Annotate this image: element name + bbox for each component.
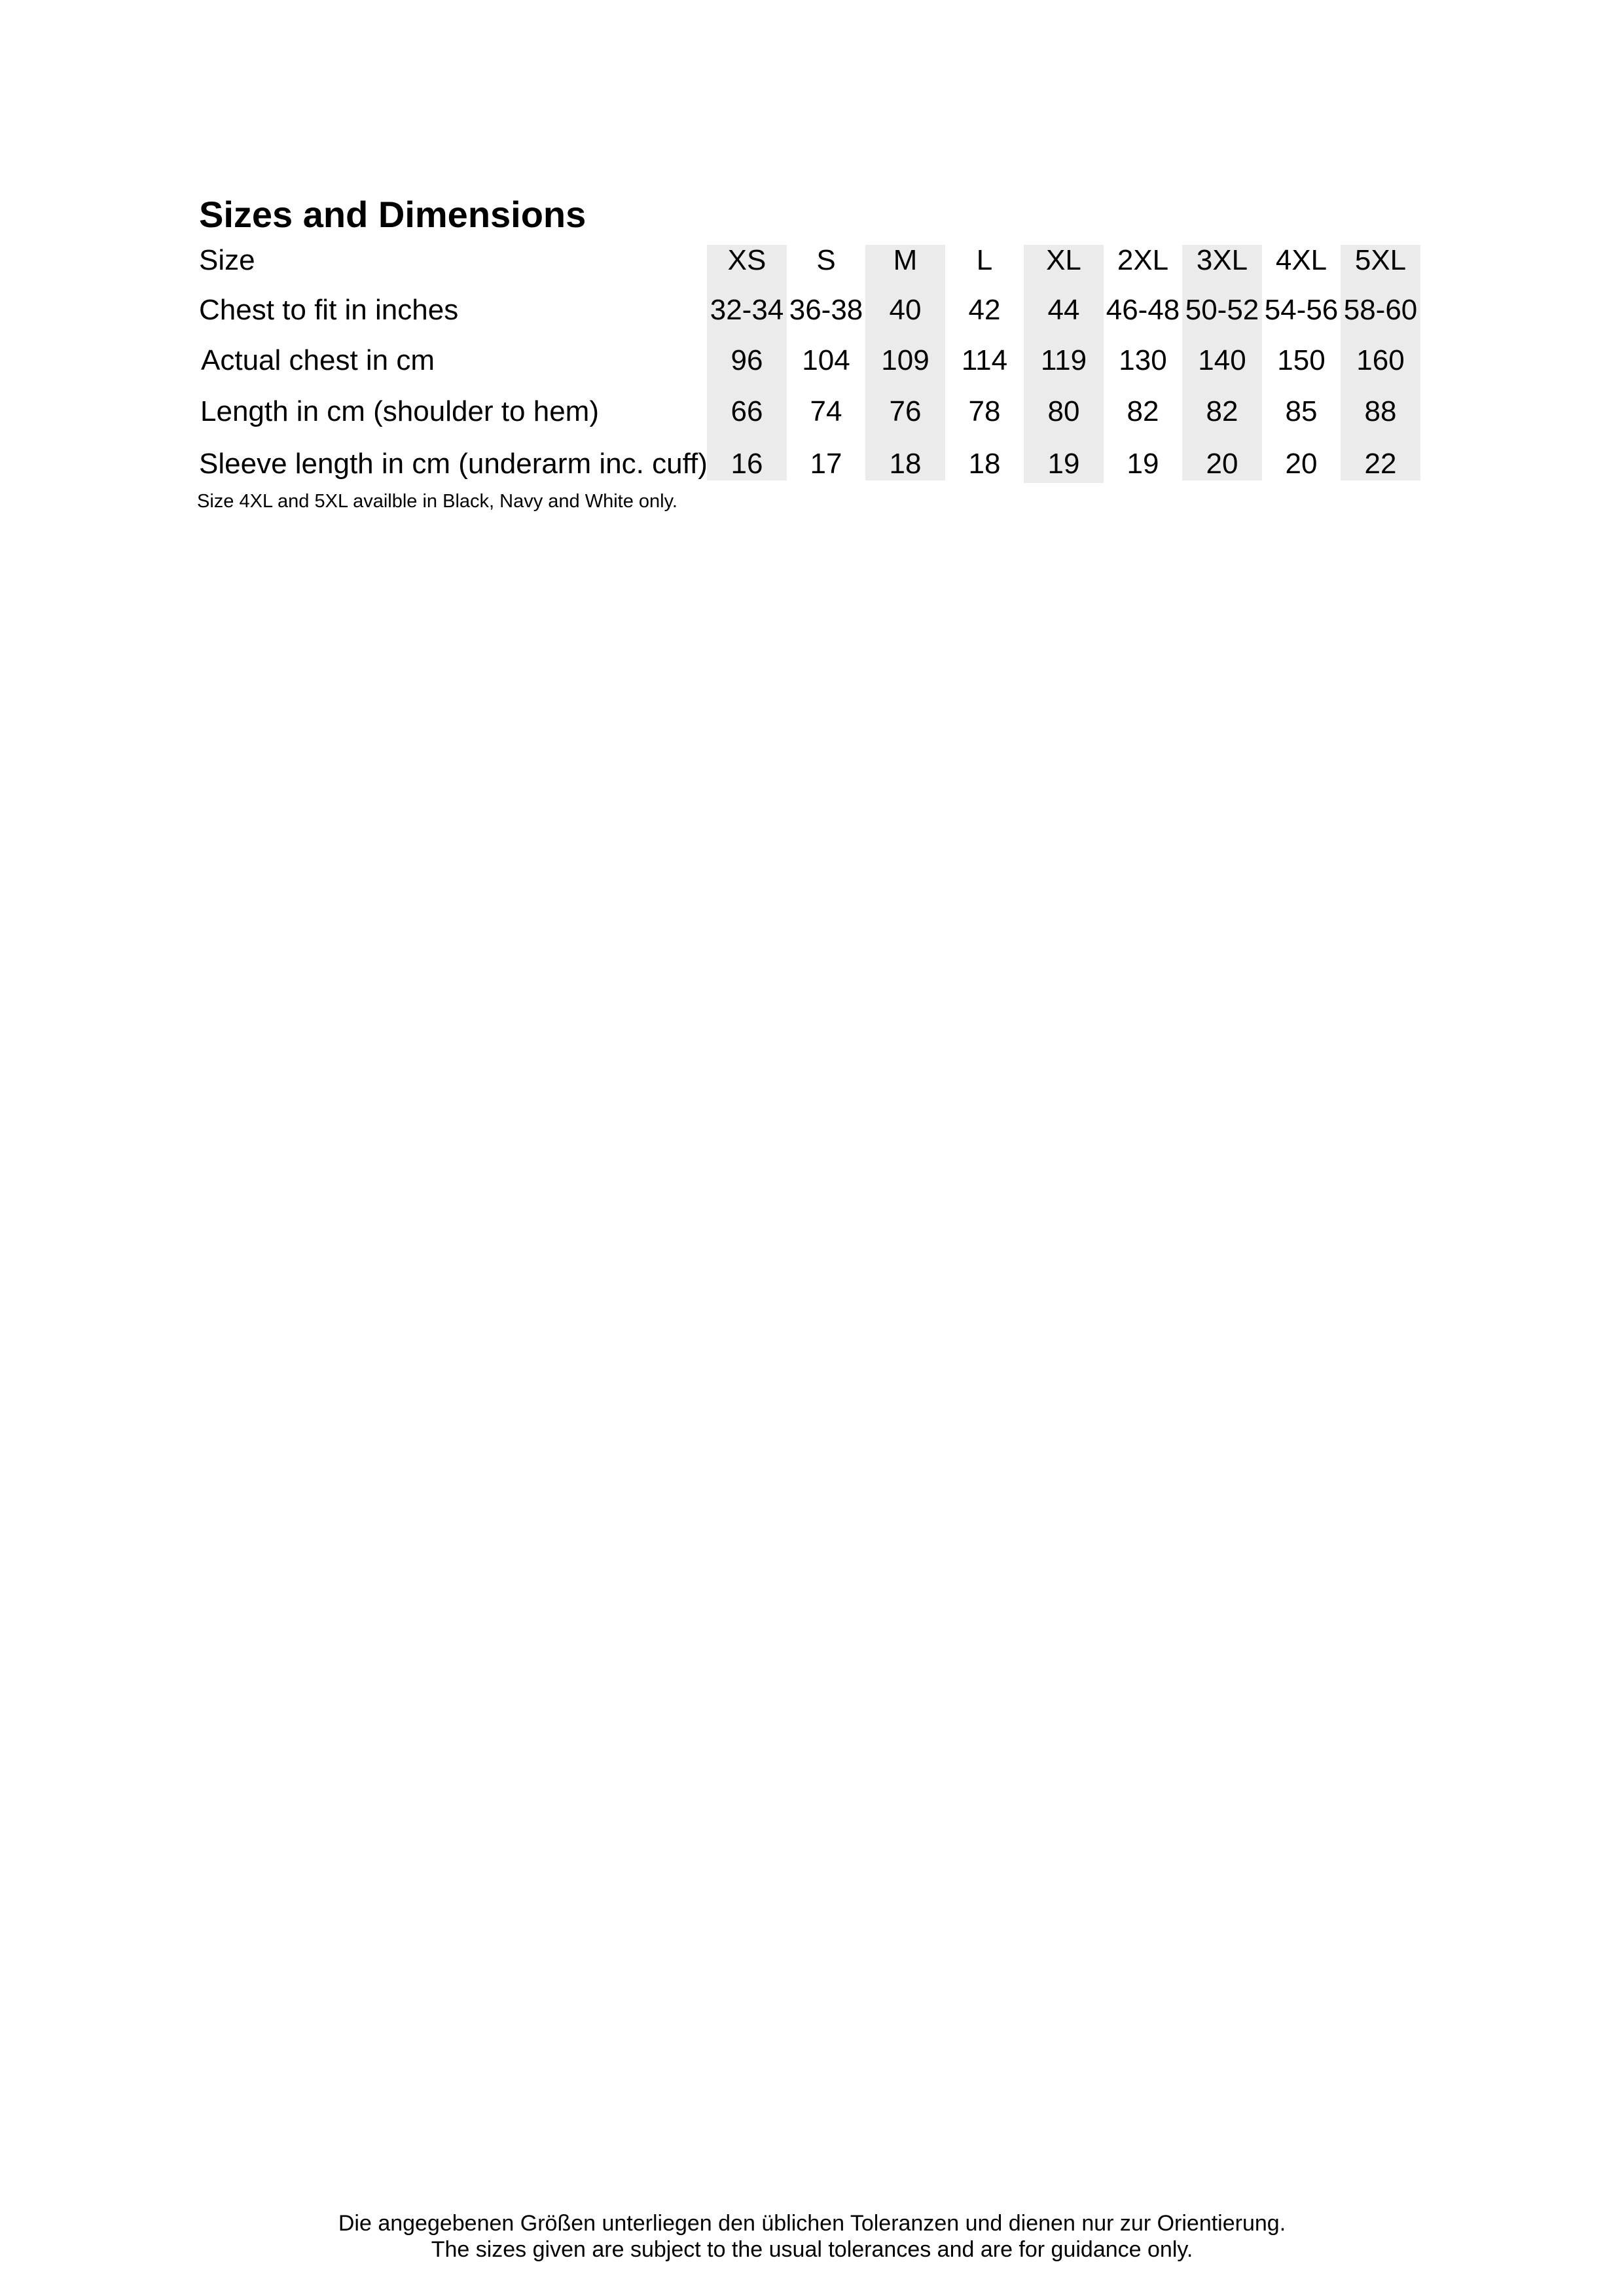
size-header-m: M	[893, 244, 918, 276]
length-3xl: 82	[1206, 395, 1238, 427]
length-4xl: 85	[1285, 395, 1318, 427]
size-header-s: S	[816, 244, 836, 276]
chest-inches-m: 40	[889, 294, 922, 326]
actual-chest-4xl: 150	[1277, 344, 1326, 376]
actual-chest-l: 114	[961, 344, 1008, 376]
length-l: 78	[968, 395, 1001, 427]
size-header-3xl: 3XL	[1196, 244, 1248, 276]
actual-chest-xl: 119	[1040, 344, 1087, 376]
size-header-2xl: 2XL	[1117, 244, 1169, 276]
chest-inches-xl: 44	[1047, 294, 1080, 326]
sleeve-3xl: 20	[1206, 448, 1238, 480]
chest-inches-3xl: 50-52	[1185, 294, 1259, 326]
sleeve-5xl: 22	[1364, 448, 1397, 480]
length-xs: 66	[731, 395, 763, 427]
size-header-5xl: 5XL	[1354, 244, 1407, 276]
actual-chest-2xl: 130	[1119, 344, 1167, 376]
sleeve-4xl: 20	[1285, 448, 1318, 480]
length-5xl: 88	[1364, 395, 1397, 427]
sleeve-2xl: 19	[1127, 448, 1159, 480]
sleeve-l: 18	[968, 448, 1001, 480]
length-xl: 80	[1047, 395, 1080, 427]
sleeve-xs: 16	[731, 448, 763, 480]
size-header-l: L	[976, 244, 993, 276]
sleeve-xl: 19	[1047, 448, 1080, 480]
chest-inches-2xl: 46-48	[1106, 294, 1180, 326]
row-label-length: Length in cm (shoulder to hem)	[200, 395, 599, 427]
actual-chest-5xl: 160	[1356, 344, 1405, 376]
length-m: 76	[889, 395, 922, 427]
actual-chest-m: 109	[881, 344, 929, 376]
page-title: Sizes and Dimensions	[199, 194, 586, 235]
length-s: 74	[810, 395, 842, 427]
actual-chest-xs: 96	[731, 344, 763, 376]
actual-chest-s: 104	[802, 344, 850, 376]
size-header-xl: XL	[1046, 244, 1081, 276]
availability-note: Size 4XL and 5XL availble in Black, Navy and White only.	[197, 491, 677, 512]
chest-inches-s: 36-38	[789, 294, 863, 326]
chest-inches-xs: 32-34	[710, 294, 784, 326]
footer-disclaimer-english: The sizes given are subject to the usual tolerances and are for guidance only.	[431, 2237, 1193, 2262]
sleeve-m: 18	[889, 448, 922, 480]
row-label-sleeve: Sleeve length in cm (underarm inc. cuff)	[199, 448, 708, 480]
footer-disclaimer-german: Die angegebenen Größen unterliegen den üblichen Toleranzen und dienen nur zur Orientierung.	[338, 2211, 1286, 2236]
chest-inches-5xl: 58-60	[1343, 294, 1418, 326]
chest-inches-l: 42	[968, 294, 1001, 326]
chest-inches-4xl: 54-56	[1264, 294, 1339, 326]
size-header-4xl: 4XL	[1275, 244, 1327, 276]
row-label-actual-chest: Actual chest in cm	[201, 344, 435, 376]
size-header-xs: XS	[727, 244, 767, 276]
row-label-chest-inches: Chest to fit in inches	[199, 294, 459, 326]
row-label-size: Size	[199, 244, 255, 276]
actual-chest-3xl: 140	[1198, 344, 1246, 376]
sleeve-s: 17	[810, 448, 842, 480]
length-2xl: 82	[1127, 395, 1159, 427]
